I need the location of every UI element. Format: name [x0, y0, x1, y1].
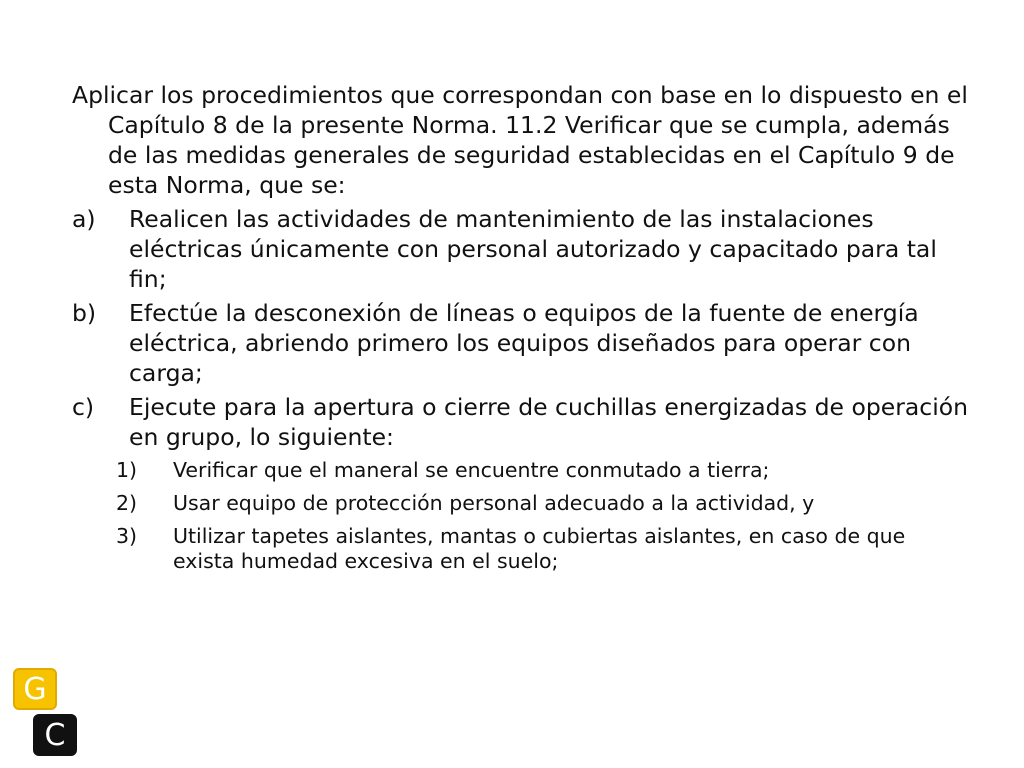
list-item-text: Ejecute para la apertura o cierre de cuchillas energizadas de operación en grupo, lo siguiente:	[129, 393, 969, 451]
sub-list-item-text: Utilizar tapetes aislantes, mantas o cubiertas aislantes, en caso de que exista humedad excesiva en el suelo;	[173, 524, 906, 573]
list-item-text: Realicen las actividades de mantenimiento de las instalaciones eléctricas únicamente con personal autorizado y capacitado para tal fin;	[129, 205, 937, 293]
list-marker: a)	[72, 205, 96, 233]
g-nav-label: G	[23, 671, 47, 707]
list-item-c	[72, 392, 972, 452]
sub-list-marker: 1)	[116, 458, 138, 482]
list-marker: c)	[72, 393, 95, 421]
c-nav-label: C	[44, 717, 66, 753]
sub-list-item-2	[116, 491, 972, 516]
sub-list	[72, 458, 972, 574]
c-nav-button[interactable]	[33, 714, 77, 756]
sub-list-item-text: Usar equipo de protección personal adecuado a la actividad, y	[173, 491, 815, 515]
sub-list-marker: 3)	[116, 524, 138, 548]
list-item-text: Efectúe la desconexión de líneas o equipos de la fuente de energía eléctrica, abriendo primero los equipos diseñados para operar con carga;	[129, 299, 919, 387]
list-item-a	[72, 204, 972, 294]
g-nav-button[interactable]	[13, 668, 57, 710]
sub-list-item-3	[116, 524, 972, 574]
sub-list-marker: 2)	[116, 491, 138, 515]
list-item-b	[72, 298, 972, 388]
list-marker: b)	[72, 299, 97, 327]
sub-list-item-text: Verificar que el maneral se encuentre conmutado a tierra;	[173, 458, 770, 482]
slide-content	[72, 80, 972, 582]
intro-paragraph: Aplicar los procedimientos que correspondan con base en lo dispuesto en el Capítulo 8 de la presente Norma. 11.2 Verificar que se cumpla, además de las medidas generales de seguridad establecidas en el Capítulo 9 de esta Norma, que se:	[72, 81, 968, 199]
sub-list-item-1	[116, 458, 972, 483]
